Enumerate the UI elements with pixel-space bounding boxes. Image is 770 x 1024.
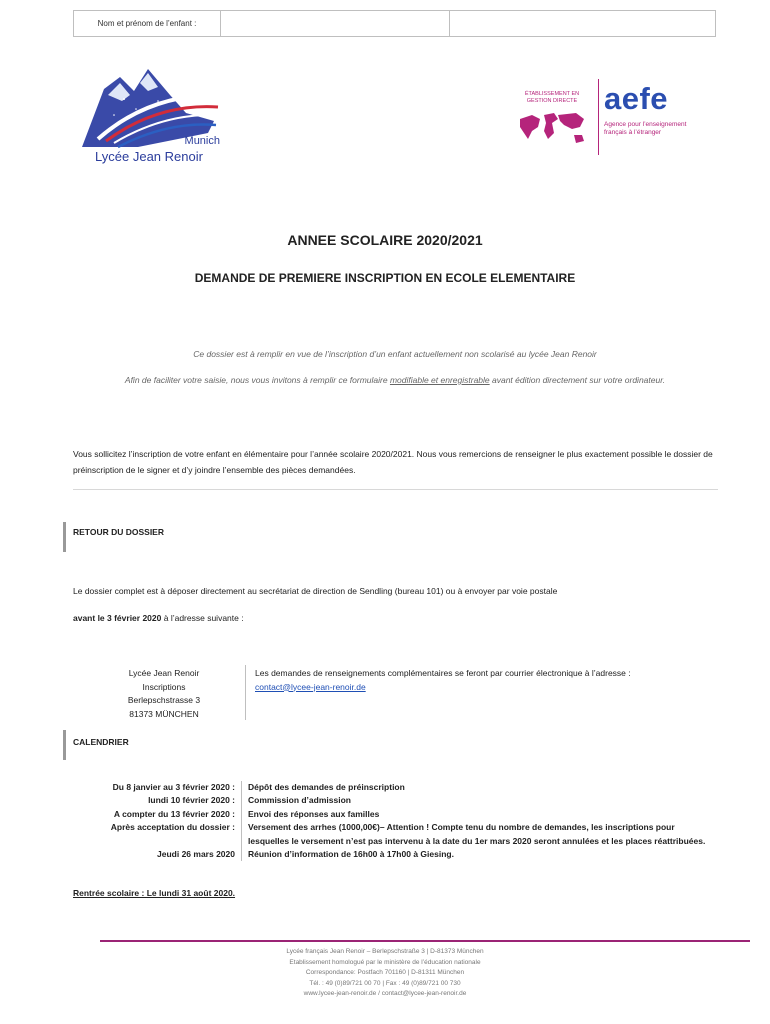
child-name-label: Nom et prénom de l’enfant : — [74, 11, 221, 36]
logo-city: Munich — [184, 135, 220, 147]
intro-line-2-end: avant édition directement sur votre ordinateur. — [489, 375, 666, 385]
world-map-icon — [518, 109, 588, 149]
contact-text: Les demandes de renseignements complémentaires se feront par courrier électronique à l’adresse : — [255, 668, 631, 678]
aefe-brand: aefe — [604, 81, 669, 116]
contact-info — [255, 667, 710, 694]
intro-line-2-start: Afin de faciliter votre saisie, nous vous invitons à remplir ce formulaire — [124, 375, 390, 385]
aefe-agency-label: Agence pour l’enseignement français à l’étranger — [604, 121, 687, 136]
calendar-event: Versement des arrhes (1000,00€)– Attention ! Compte tenu du nombre de demandes, les inscriptions pour lesquelles le versement n’est pas intervenu à la date du 1er mars 2020 seront annulées et les places réattribuées. — [248, 822, 706, 846]
address-line: 81373 MÜNCHEN — [129, 708, 199, 719]
retour-deadline — [73, 613, 244, 623]
footer-line: Lycée français Jean Renoir – Berlepschstraße 3 | D-81373 München — [286, 948, 484, 955]
child-name-field[interactable] — [221, 11, 450, 36]
retour-line-1: Le dossier complet est à déposer directement au secrétariat de direction de Sendling (bureau 101) ou à envoyer par voie postale — [73, 586, 558, 596]
calendar-event: Commission d’admission — [248, 795, 351, 806]
calendar-date: A compter du 13 février 2020 : — [113, 808, 235, 819]
footer — [0, 947, 770, 1000]
footer-line: www.lycee-jean-renoir.de / contact@lycee-jean-renoir.de — [303, 990, 467, 997]
retour-section-bar — [63, 522, 66, 552]
aefe-logo — [512, 75, 702, 165]
calendar-event: Réunion d’information de 16h00 à 17h00 à Giesing. — [248, 849, 454, 860]
rentree-date: Rentrée scolaire : Le lundi 31 août 2020. — [73, 888, 236, 898]
footer-line: Etablissement homologué par le ministère de l’éducation nationale — [289, 958, 481, 966]
retour-heading: RETOUR DU DOSSIER — [73, 527, 164, 537]
calendar-row — [73, 808, 713, 821]
calendar-event: Envoi des réponses aux familles — [248, 808, 380, 819]
child-name-table — [73, 10, 716, 37]
request-title: DEMANDE DE PREMIERE INSCRIPTION EN ECOLE ELEMENTAIRE — [194, 271, 576, 285]
lycee-logo — [78, 55, 220, 180]
footer-divider — [100, 940, 750, 942]
intro-line-2-underlined: modifiable et enregistrable — [389, 375, 490, 385]
calendar-row — [73, 781, 713, 794]
calendar-row — [73, 794, 713, 807]
postal-address — [100, 667, 228, 721]
address-separator — [245, 665, 246, 720]
calendar-date: Du 8 janvier au 3 février 2020 : — [112, 782, 235, 792]
calendar-date: lundi 10 février 2020 : — [148, 795, 235, 806]
address-line: Inscriptions — [142, 681, 186, 692]
calendar-row — [73, 821, 713, 848]
calendrier-section-bar — [63, 730, 66, 760]
aefe-separator — [598, 79, 599, 155]
retour-deadline-rest: à l’adresse suivante : — [161, 613, 244, 623]
calendar-row — [73, 848, 713, 861]
address-line: Lycée Jean Renoir — [128, 668, 200, 678]
aefe-etablissement-label: ÉTABLISSEMENT EN GESTION DIRECTE — [524, 91, 580, 104]
footer-line: Correspondance: Postfach 701160 | D-81311 München — [305, 969, 465, 976]
contact-email-link[interactable]: contact@lycee-jean-renoir.de — [255, 681, 366, 692]
school-year-title: ANNEE SCOLAIRE 2020/2021 — [287, 232, 483, 248]
child-firstname-field[interactable] — [450, 11, 715, 36]
intro-paragraph: Vous sollicitez l’inscription de votre enfant en élémentaire pour l’année scolaire 2020/2021. Nous vous remercions de renseigner le plus exactement possible le dossier de préinscription de le signer et d’y joindre l’ensemble des pièces demandées. — [73, 449, 713, 475]
intro-line-1: Ce dossier est à remplir en vue de l’inscription d’un enfant actuellement non scolarisé au lycée Jean Renoir — [193, 349, 597, 359]
intro-line-2 — [80, 372, 710, 388]
calendar-date: Jeudi 26 mars 2020 — [157, 849, 235, 860]
calendar-date: Après acceptation du dossier : — [110, 822, 235, 833]
footer-line: Tél. : 49 (0)89/721 00 70 | Fax : 49 (0)89/721 00 730 — [309, 979, 461, 987]
logo-school-name: Lycée Jean Renoir — [95, 149, 203, 164]
calendrier-heading: CALENDRIER — [73, 737, 129, 747]
divider — [73, 489, 718, 490]
calendar-table — [73, 781, 713, 861]
address-line: Berlepschstrasse 3 — [127, 695, 201, 705]
retour-deadline-date: avant le 3 février 2020 — [73, 613, 162, 623]
calendar-event: Dépôt des demandes de préinscription — [248, 782, 405, 792]
